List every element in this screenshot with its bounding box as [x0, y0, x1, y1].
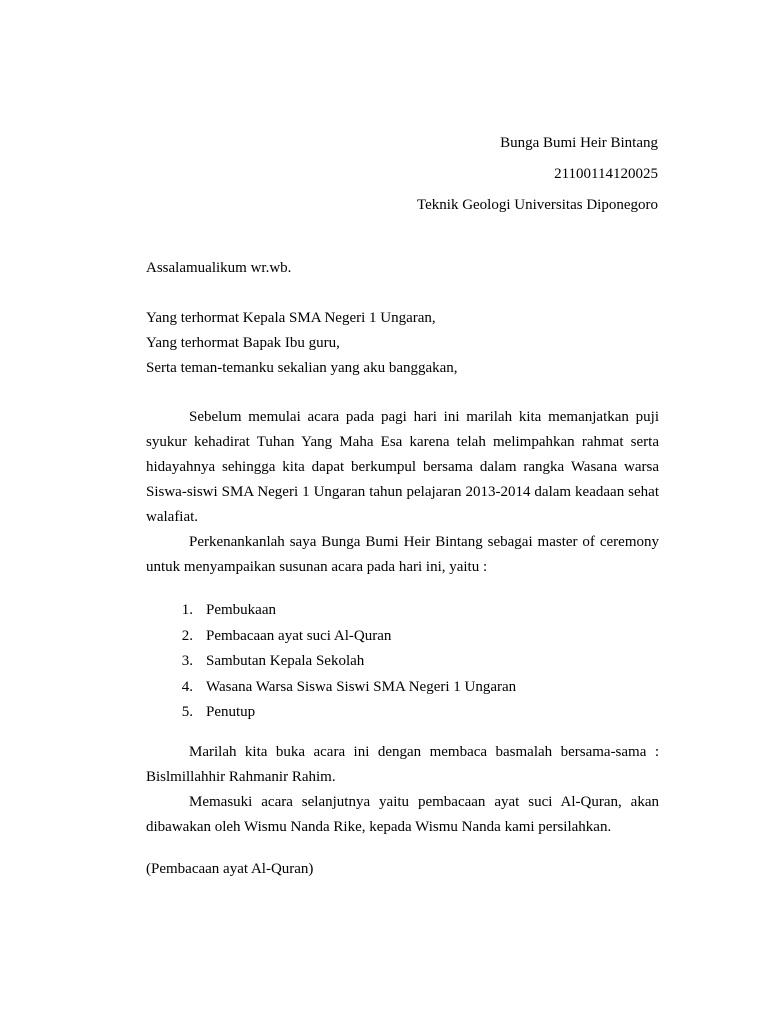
- basmalah-paragraph: Marilah kita buka acara ini dengan membaca basmalah bersama-sama : Bislmillahhir Rahmanir Rahim.: [146, 744, 659, 785]
- opening-paragraph: Sebelum memulai acara pada pagi hari ini marilah kita memanjatkan puji syukur kehadirat Tuhan Yang Maha Esa karena telah melimpahkan rahmat serta hidayahnya sehingga kita dapat berkumpul bersama dalam rangka Wasana warsa Siswa-siswi SMA Negeri 1 Ungaran tahun pelajaran 2013-2014 dalam keadaan sehat walafiat.: [146, 409, 659, 525]
- list-item: [146, 700, 516, 726]
- list-item: [146, 675, 516, 701]
- author-nim: 21100114120025: [554, 166, 658, 182]
- salutation-line: Yang terhormat Bapak Ibu guru,: [146, 335, 340, 351]
- salutation-line: Serta teman-temanku sekalian yang aku banggakan,: [146, 360, 458, 376]
- intro-block: [146, 405, 659, 580]
- list-label: Pembukaan: [206, 602, 276, 618]
- list-item: [146, 624, 516, 650]
- greeting-block: [146, 256, 659, 281]
- stage-note: (Pembacaan ayat Al-Quran): [146, 861, 314, 877]
- list-number: 3.: [181, 653, 193, 669]
- author-affiliation: Teknik Geologi Universitas Diponegoro: [417, 197, 658, 213]
- quran-reading-paragraph: Memasuki acara selanjutnya yaitu pembacaan ayat suci Al-Quran, akan dibawakan oleh Wismu Nanda Rike, kepada Wismu Nanda kami persilahkan.: [146, 794, 659, 835]
- greeting: Assalamualikum wr.wb.: [146, 260, 292, 276]
- list-number: 5.: [181, 704, 193, 720]
- agenda-list: [146, 598, 516, 726]
- list-item: [146, 649, 516, 675]
- closing-block: [146, 740, 659, 840]
- list-number: 4.: [181, 678, 193, 695]
- stage-note-block: [146, 857, 659, 882]
- list-number: 2.: [181, 627, 193, 644]
- author-name: Bunga Bumi Heir Bintang: [500, 135, 658, 151]
- list-label: Wasana Warsa Siswa Siswi SMA Negeri 1 Ungaran: [206, 678, 517, 695]
- mc-introduction-paragraph: Perkenankanlah saya Bunga Bumi Heir Bintang sebagai master of ceremony untuk menyampaikan susunan acara pada hari ini, yaitu :: [146, 534, 659, 575]
- list-label: Sambutan Kepala Sekolah: [206, 653, 365, 669]
- list-number: 1.: [181, 602, 193, 618]
- salutation-block: [146, 306, 659, 381]
- list-label: Pembacaan ayat suci Al-Quran: [206, 627, 392, 644]
- salutation-line: Yang terhormat Kepala SMA Negeri 1 Ungaran,: [146, 310, 436, 326]
- author-block: [417, 136, 658, 229]
- list-label: Penutup: [206, 704, 256, 720]
- list-item: [146, 598, 516, 624]
